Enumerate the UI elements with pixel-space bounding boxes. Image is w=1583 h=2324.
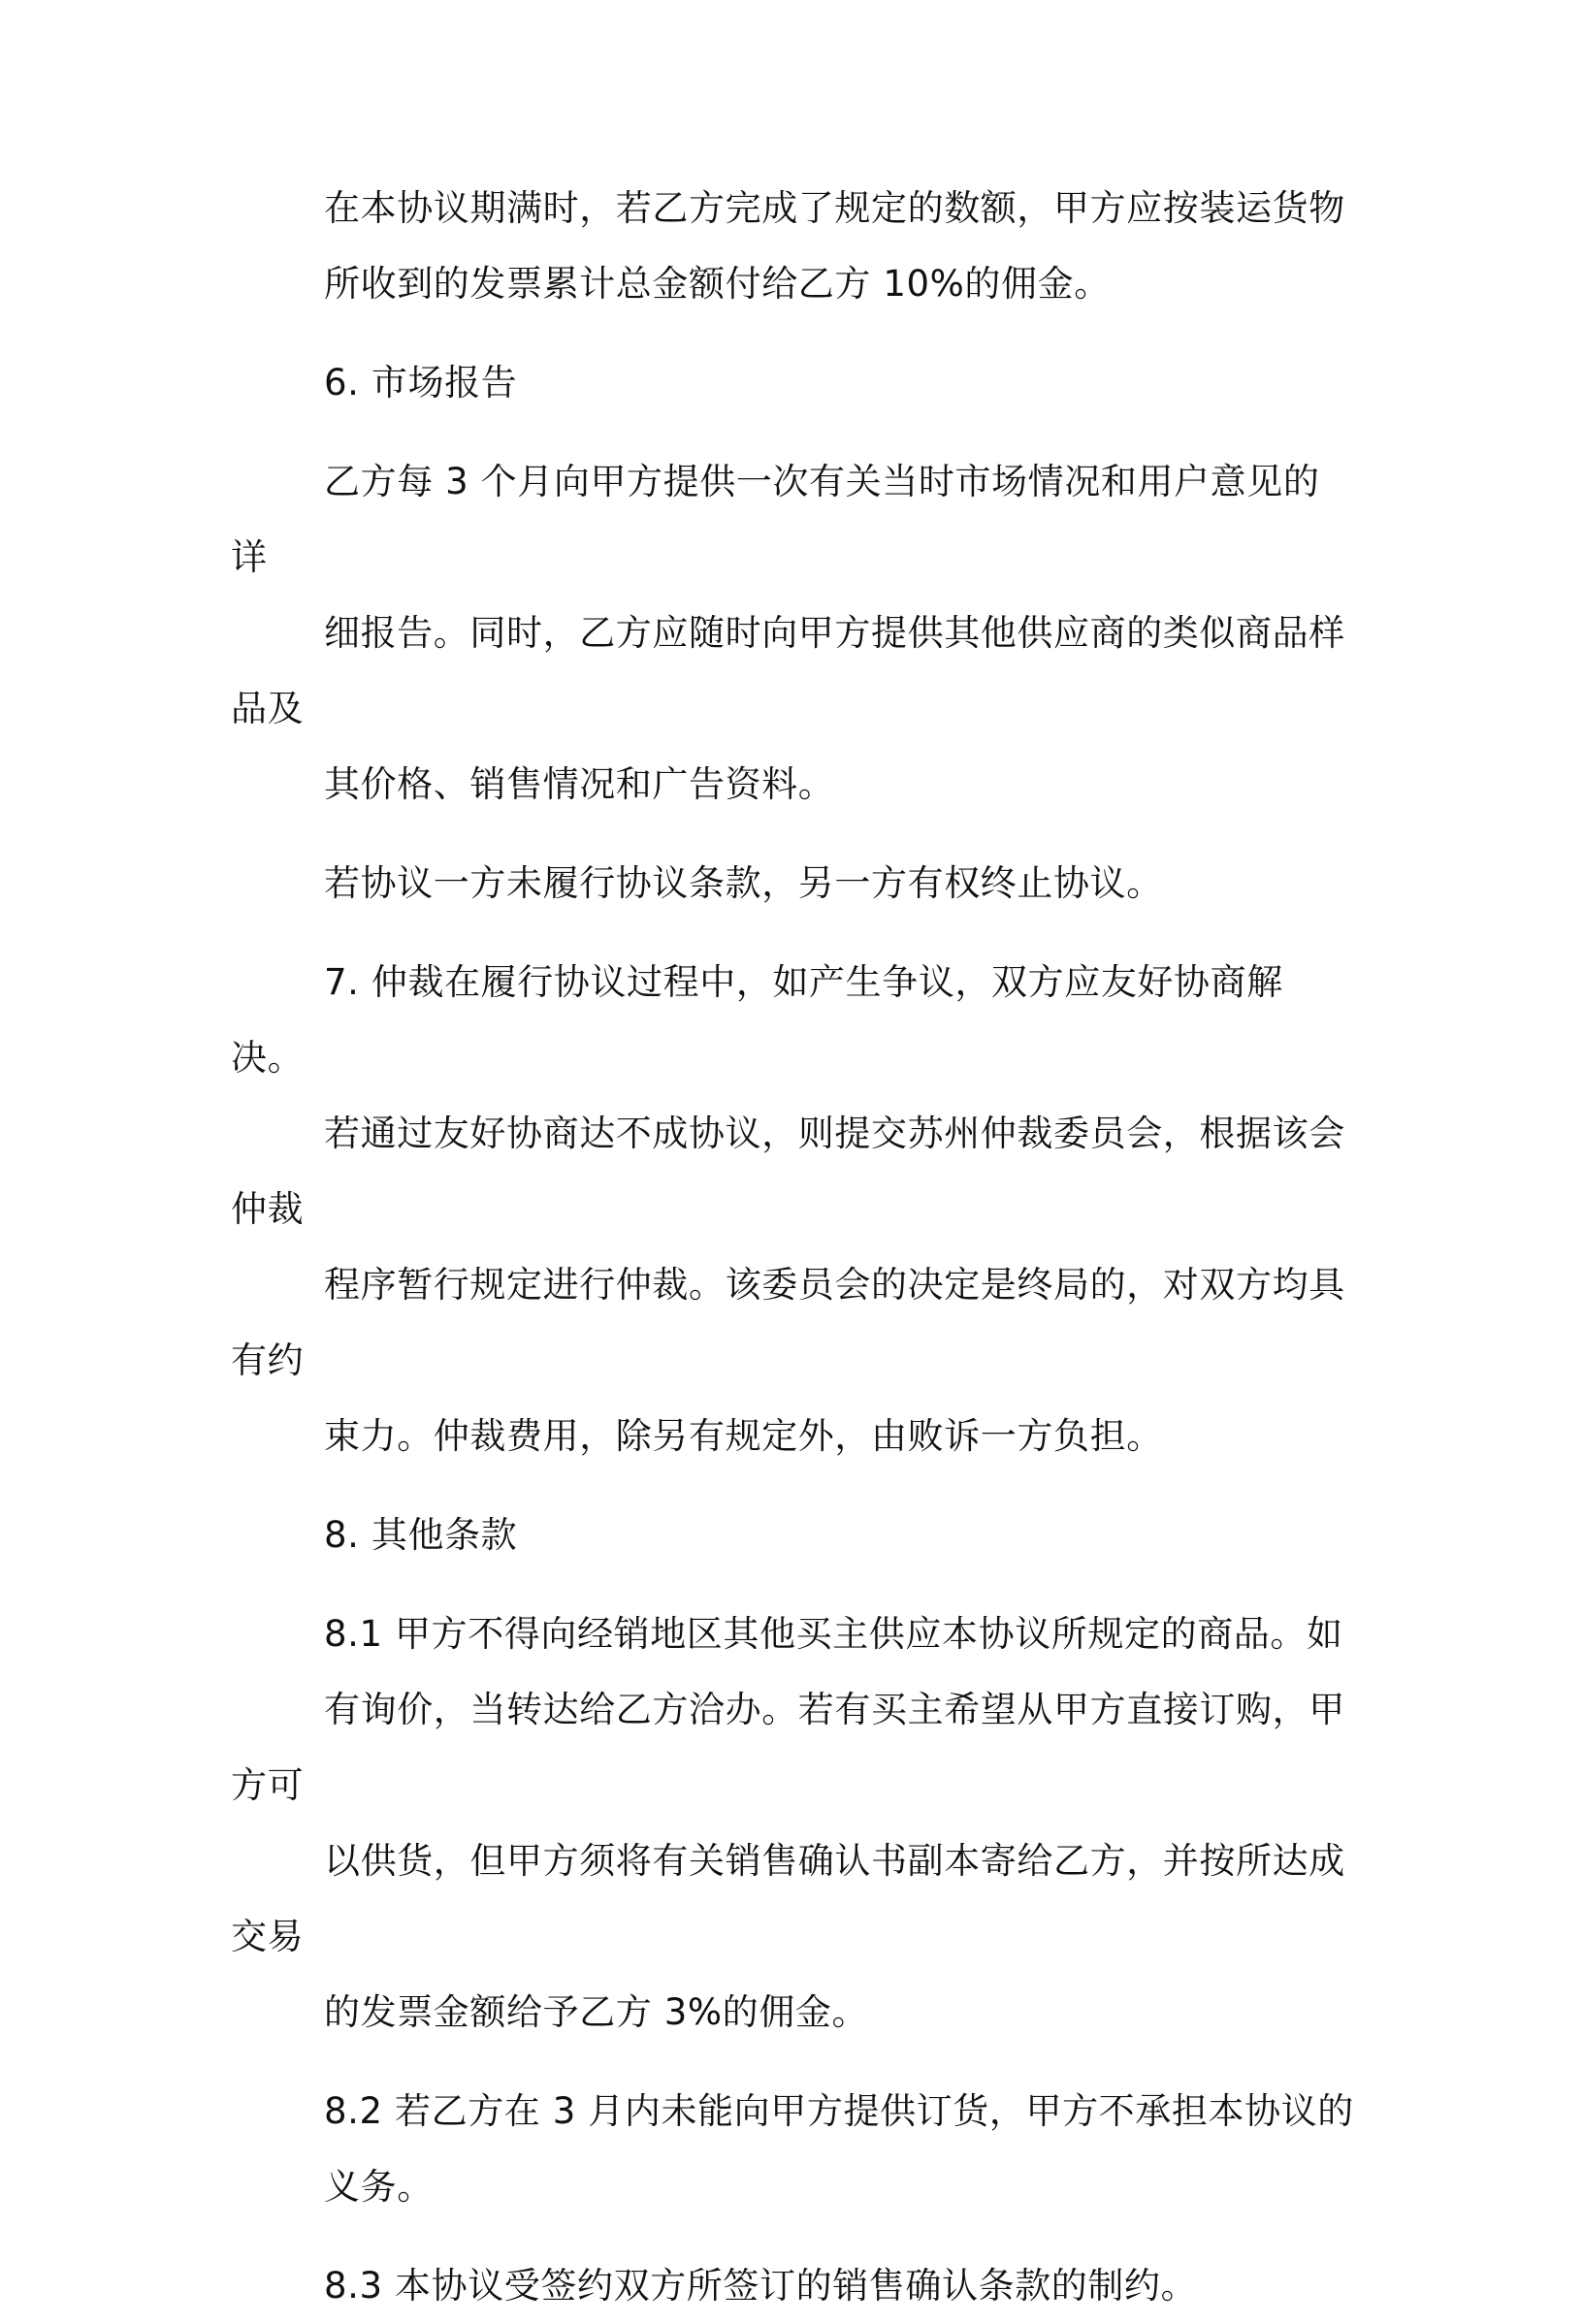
paragraph-line: 的发票金额给予乙方 3%的佣金。 bbox=[324, 1991, 869, 2033]
paragraph-line: 若通过友好协商达不成协议，则提交苏州仲裁委员会，根据该会仲裁 bbox=[231, 1113, 1345, 1230]
document-body bbox=[231, 171, 1356, 2324]
paragraph-termination bbox=[231, 846, 1356, 921]
paragraph-line: 8.2 若乙方在 3 月内未能向甲方提供订货，甲方不承担本协议的 bbox=[324, 2090, 1354, 2132]
paragraph-line: 在本协议期满时，若乙方完成了规定的数额，甲方应按装运货物 bbox=[324, 187, 1345, 229]
paragraph-line: 细报告。同时，乙方应随时向甲方提供其他供应商的类似商品样品及 bbox=[231, 612, 1345, 729]
paragraph-line: 程序暂行规定进行仲裁。该委员会的决定是终局的，对双方均具有约 bbox=[231, 1264, 1345, 1381]
section-heading-market-report bbox=[231, 345, 1356, 421]
section-heading-other-terms bbox=[231, 1498, 1356, 1573]
paragraph-line: 7. 仲裁在履行协议过程中，如产生争议，双方应友好协商解决。 bbox=[231, 961, 1283, 1079]
paragraph-line: 有询价，当转达给乙方洽办。若有买主希望从甲方直接订购，甲方可 bbox=[231, 1689, 1345, 1806]
paragraph-line: 所收到的发票累计总金额付给乙方 10%的佣金。 bbox=[324, 263, 1111, 305]
paragraph-clause-8-3 bbox=[231, 2248, 1356, 2324]
paragraph-clause-8-1 bbox=[231, 1597, 1356, 2050]
paragraph-arbitration bbox=[231, 945, 1356, 1474]
paragraph-line: 以供货，但甲方须将有关销售确认书副本寄给乙方，并按所达成交易 bbox=[231, 1840, 1345, 1957]
paragraph-line: 其价格、销售情况和广告资料。 bbox=[324, 763, 835, 805]
paragraph-line: 8.1 甲方不得向经销地区其他买主供应本协议所规定的商品。如 bbox=[324, 1613, 1343, 1655]
paragraph-clause-8-2 bbox=[231, 2074, 1356, 2225]
paragraph-line: 乙方每 3 个月向甲方提供一次有关当时市场情况和用户意见的详 bbox=[231, 461, 1320, 578]
paragraph-market-report bbox=[231, 444, 1356, 823]
paragraph-commission bbox=[231, 171, 1356, 322]
paragraph-line: 8.3 本协议受签约双方所签订的销售确认条款的制约。 bbox=[324, 2265, 1198, 2307]
section-heading-text: 8. 其他条款 bbox=[324, 1514, 518, 1556]
paragraph-line: 义务。 bbox=[324, 2166, 434, 2208]
paragraph-line: 束力。仲裁费用，除另有规定外，由败诉一方负担。 bbox=[324, 1415, 1163, 1457]
paragraph-line: 若协议一方未履行协议条款，另一方有权终止协议。 bbox=[324, 862, 1163, 904]
section-heading-text: 6. 市场报告 bbox=[324, 362, 518, 403]
